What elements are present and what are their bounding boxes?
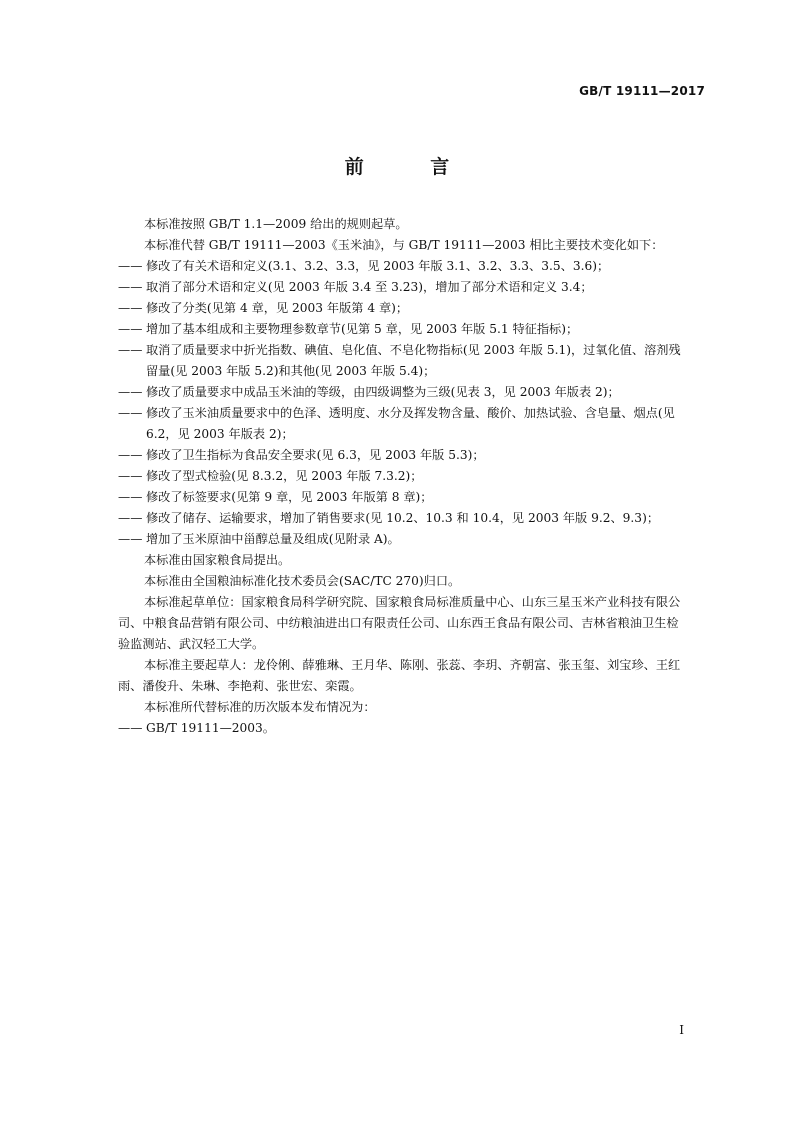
dash-marker: —— <box>118 406 143 420</box>
body-paragraph: 本标准主要起草人：龙伶俐、薛雅琳、王月华、陈刚、张蕊、李玥、齐朝富、张玉玺、刘宝珍、王红雨、潘俊升、朱琳、李艳莉、张世宏、栾霞。 <box>118 658 681 693</box>
dash-marker: —— <box>118 259 143 273</box>
list-item <box>118 340 688 382</box>
list-item-text: 修改了有关术语和定义(3.1、3.2、3.3，见 2003 年版 3.1、3.2、3.3、3.5、3.6)； <box>146 259 610 273</box>
dash-marker: —— <box>118 469 143 483</box>
list-item <box>118 445 688 466</box>
body-paragraph: 本标准所代替标准的历次版本发布情况为： <box>144 700 376 714</box>
dash-marker: —— <box>118 301 143 315</box>
dash-marker: —— <box>118 448 143 462</box>
list-item-text: 修改了分类(见第 4 章，见 2003 年版第 4 章)； <box>146 301 409 315</box>
foreword-body <box>118 214 688 739</box>
list-item-text: 取消了质量要求中折光指数、碘值、皂化值、不皂化物指标(见 2003 年版 5.1)，过氧化值、溶剂残留量(见 2003 年版 5.2)和其他(见 2003 年版 5.4)； <box>146 343 681 378</box>
list-item-text: 增加了玉米原油中甾醇总量及组成(见附录 A)。 <box>146 532 400 546</box>
page-title: 前 言 <box>344 156 480 178</box>
list-item <box>118 466 688 487</box>
list-item <box>118 256 688 277</box>
list-item <box>118 298 688 319</box>
changes-list <box>118 256 688 550</box>
dash-marker: —— <box>118 280 143 294</box>
dash-marker: —— <box>118 385 143 399</box>
list-item <box>118 319 688 340</box>
dash-marker: —— <box>118 511 143 525</box>
body-paragraph: 本标准起草单位：国家粮食局科学研究院、国家粮食局标准质量中心、山东三星玉米产业科技有限公司、中粮食品营销有限公司、中纺粮油进出口有限责任公司、山东西王食品有限公司、吉林省粮油卫生检验监测站、武汉轻工大学。 <box>118 595 681 651</box>
body-paragraph: 本标准由国家粮食局提出。 <box>144 553 291 567</box>
list-item-text: GB/T 19111—2003。 <box>146 721 275 735</box>
list-item-text: 增加了基本组成和主要物理参数章节(见第 5 章，见 2003 年版 5.1 特征指标)； <box>146 322 579 336</box>
list-item-text: 修改了玉米油质量要求中的色泽、透明度、水分及挥发物含量、酸价、加热试验、含皂量、烟点(见 6.2，见 2003 年版表 2)； <box>146 406 675 441</box>
dash-marker: —— <box>118 490 143 504</box>
list-item-text: 修改了型式检验(见 8.3.2，见 2003 年版 7.3.2)； <box>146 469 423 483</box>
intro-paragraph: 本标准按照 GB/T 1.1—2009 给出的规则起草。 <box>144 217 408 231</box>
body-paragraph: 本标准由全国粮油标准化技术委员会(SAC/TC 270)归口。 <box>144 574 461 588</box>
standard-number: GB/T 19111—2017 <box>579 84 705 98</box>
page-number: I <box>679 1023 684 1037</box>
list-item-text: 取消了部分术语和定义(见 2003 年版 3.4 至 3.23)，增加了部分术语和定义 3.4； <box>146 280 593 294</box>
intro-paragraph: 本标准代替 GB/T 19111—2003《玉米油》，与 GB/T 19111—2003 相比主要技术变化如下： <box>144 238 664 252</box>
list-item <box>118 403 688 445</box>
list-item-text: 修改了标签要求(见第 9 章，见 2003 年版第 8 章)； <box>146 490 433 504</box>
list-item-text: 修改了储存、运输要求，增加了销售要求(见 10.2、10.3 和 10.4，见 2003 年版 9.2、9.3)； <box>146 511 660 525</box>
dash-marker: —— <box>118 343 143 357</box>
dash-marker: —— <box>118 322 143 336</box>
list-item <box>118 718 688 739</box>
list-item <box>118 382 688 403</box>
list-item-text: 修改了质量要求中成品玉米油的等级，由四级调整为三级(见表 3，见 2003 年版表 2)； <box>146 385 620 399</box>
dash-marker: —— <box>118 721 143 735</box>
history-list <box>118 718 688 739</box>
list-item <box>118 487 688 508</box>
dash-marker: —— <box>118 532 143 546</box>
list-item <box>118 508 688 529</box>
list-item <box>118 277 688 298</box>
list-item-text: 修改了卫生指标为食品安全要求(见 6.3，见 2003 年版 5.3)； <box>146 448 485 462</box>
list-item <box>118 529 688 550</box>
